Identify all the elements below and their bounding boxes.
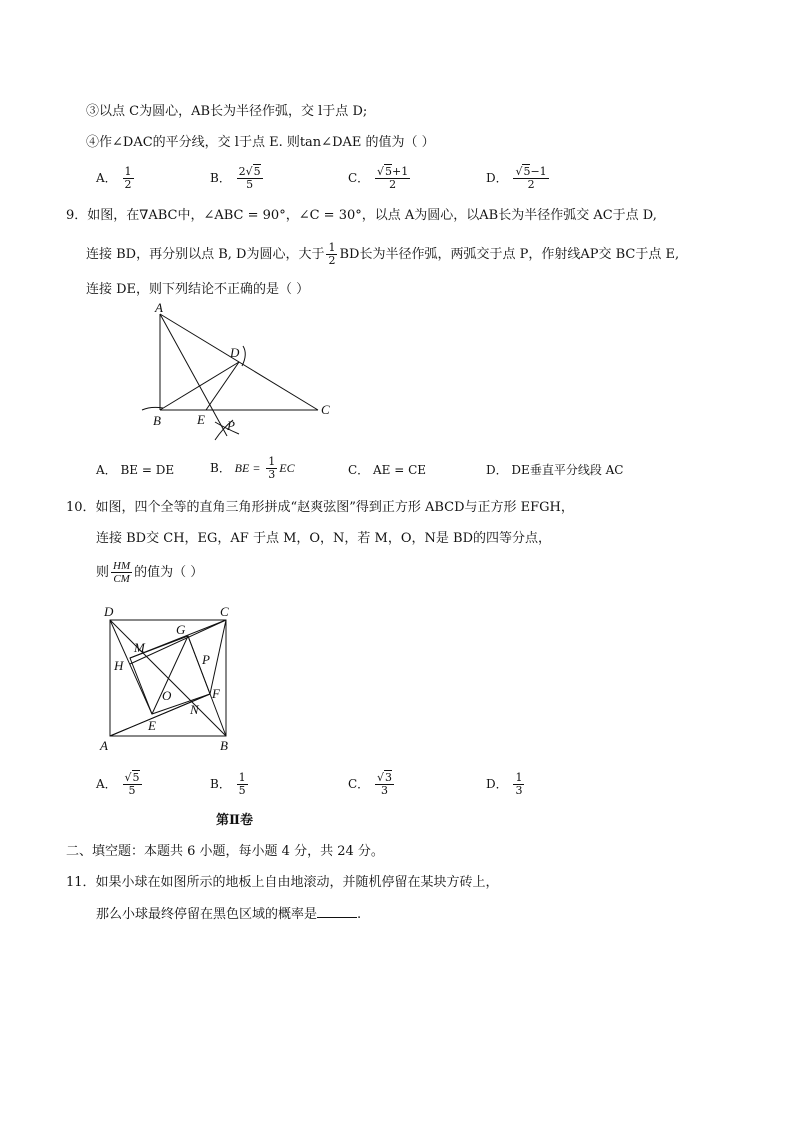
fraction: $\frac{1}{5}$ (238, 771, 246, 797)
q9-option-d[interactable]: D． DE垂直平分线段 AC (486, 463, 624, 477)
q10-option-b[interactable]: B． $\frac{1}{5}$ (210, 771, 246, 797)
fraction: $\frac{1}{3}$ (515, 771, 523, 797)
fraction: $\frac{1}{2}$ (124, 165, 132, 191)
fraction: $\frac{√5-1}{2}$ (515, 165, 547, 191)
segment-de (206, 362, 239, 410)
label-p: P (202, 652, 210, 667)
q8-option-a[interactable]: A． $\frac{1}{2}$ (96, 165, 132, 191)
label-h: H (114, 658, 124, 673)
q10-line3: 则 $\frac{HM}{CM}$ 的值为（ ） (96, 560, 204, 585)
label-a: A (155, 300, 163, 315)
fraction: $\frac{√3}{3}$ (377, 771, 393, 797)
fraction: $\frac{√5+1}{2}$ (377, 165, 409, 191)
label-e: E (197, 412, 205, 427)
q8-step4: ④作∠DAC的平分线，交 l于点 E. 则tan∠DAE 的值为（ ） (86, 135, 435, 150)
q9-line1: 9．如图，在∇ABC中，∠ABC = 90°，∠C = 30°，以点 A为圆心，以AB长为半径作弧交 AC于点 D, (66, 208, 657, 223)
q8-step3: ③以点 C为圆心，AB长为半径作弧，交 l于点 D; (86, 104, 368, 119)
q8-option-d[interactable]: D． $\frac{√5-1}{2}$ (486, 165, 547, 191)
label-m: M (134, 640, 145, 655)
label-c: C (220, 604, 229, 619)
diagonal-bd (110, 620, 226, 736)
line-b-f (188, 636, 226, 736)
q10-line1: 10．如图，四个全等的直角三角形拼成“赵爽弦图”得到正方形 ABCD与正方形 EFGH， (66, 500, 574, 515)
label-p: P (227, 418, 235, 433)
line-cf (210, 620, 226, 694)
q10-option-a[interactable]: A． $\frac{√5}{5}$ (96, 771, 140, 797)
section-title: 第Ⅱ卷 (216, 813, 253, 828)
q9-figure (135, 300, 355, 450)
label-b: B (153, 413, 161, 428)
label-e: E (148, 718, 156, 733)
q8-option-c[interactable]: C． $\frac{√5+1}{2}$ (348, 165, 409, 191)
label-b: B (220, 738, 228, 753)
q10-line2: 连接 BD交 CH，EG，AF 于点 M，O，N，若 M，O，N是 BD的四等分点， (96, 531, 552, 546)
q9-option-b[interactable]: B． BE = $\frac{1}{3}$ EC (210, 455, 295, 481)
q9-option-c[interactable]: C． AE = CE (348, 463, 427, 477)
q10-option-c[interactable]: C． $\frac{√3}{3}$ (348, 771, 393, 797)
fraction: $\frac{1}{3}$ (268, 455, 276, 481)
q9-line2: 连接 BD，再分别以点 B, D为圆心，大于 $\frac{1}{2}$ BD长为半径作弧，两弧交于点 P，作射线AP交 BC于点 E, (86, 241, 680, 267)
q11-line2: 那么小球最终停留在黑色区域的概率是 . (96, 907, 362, 922)
q10-figure (96, 600, 246, 760)
fraction: $\frac{2√5}{5}$ (238, 165, 261, 191)
label-d: D (104, 604, 114, 619)
answer-blank[interactable] (317, 905, 357, 918)
label-g: G (176, 622, 186, 637)
label-c: C (321, 402, 330, 417)
label-f: F (212, 686, 220, 701)
label-o: O (162, 688, 172, 703)
section-heading: 二、填空题：本题共 6 小题，每小题 4 分，共 24 分。 (66, 844, 384, 859)
fraction: $\frac{HM}{CM}$ (113, 560, 131, 585)
q9-line3: 连接 DE，则下列结论不正确的是（ ） (86, 282, 310, 297)
fraction: $\frac{√5}{5}$ (124, 771, 140, 797)
q9-option-a[interactable]: A． BE = DE (96, 463, 175, 477)
q11-line1: 11．如果小球在如图所示的地板上自由地滚动，并随机停留在某块方砖上， (66, 875, 499, 890)
arc-d (242, 346, 245, 366)
label-n: N (190, 702, 199, 717)
q8-option-b[interactable]: B． $\frac{2√5}{5}$ (210, 165, 261, 191)
label-d: D (230, 345, 240, 360)
q10-option-d[interactable]: D． $\frac{1}{3}$ (486, 771, 523, 797)
fraction: $\frac{1}{2}$ (328, 241, 336, 267)
label-a: A (100, 738, 108, 753)
